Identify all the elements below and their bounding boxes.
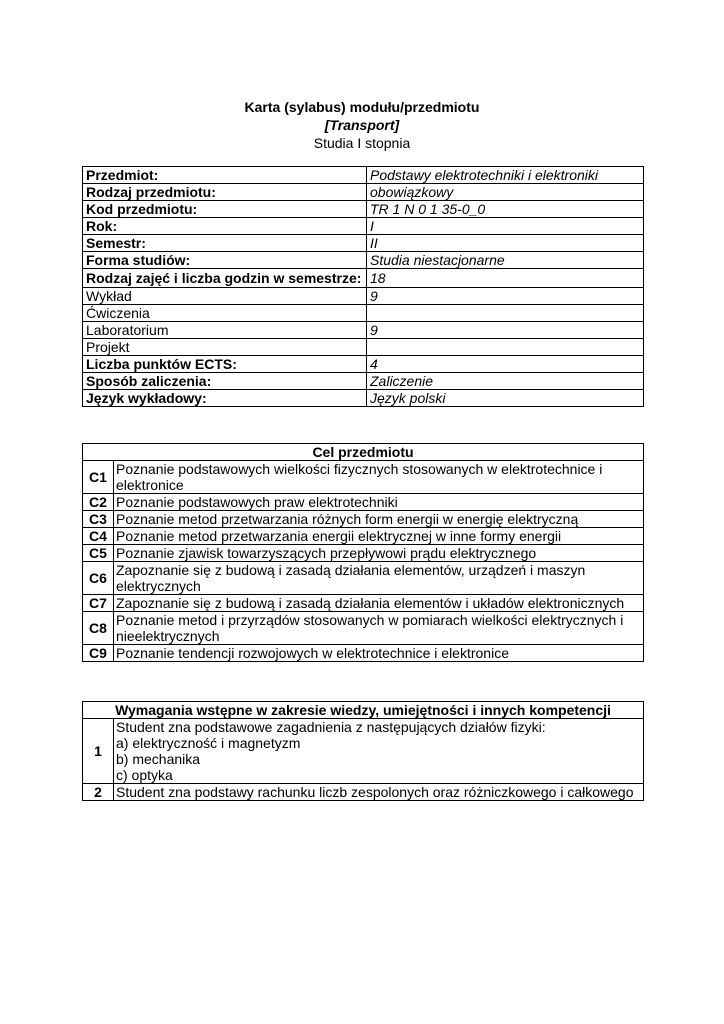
goal-code: C6 — [83, 562, 114, 595]
course-info-table — [82, 166, 644, 407]
info-value: 9 — [367, 322, 644, 339]
goal-text: Poznanie podstawowych wielkości fizycznych stosowanych w elektrotechnice i elektronice — [114, 461, 644, 494]
info-label: Ćwiczenia — [83, 305, 367, 322]
info-value: 9 — [367, 288, 644, 305]
prerequisite-row — [83, 784, 644, 801]
info-value: II — [367, 235, 644, 252]
info-value: obowiązkowy — [367, 184, 644, 201]
course-goals-table — [82, 443, 644, 662]
goal-code: C9 — [83, 645, 114, 662]
prerequisites-title: Wymagania wstępne w zakresie wiedzy, umiejętności i innych kompetencji — [83, 702, 644, 719]
prerequisite-intro: Student zna podstawowe zagadnienia z następujących działów fizyki: — [116, 719, 546, 735]
goal-row — [83, 461, 644, 494]
info-row — [83, 184, 644, 201]
goal-row — [83, 645, 644, 662]
info-label: Rodzaj zajęć i liczba godzin w semestrze: — [83, 269, 367, 288]
info-row — [83, 252, 644, 269]
info-row — [83, 339, 644, 356]
info-label: Wykład — [83, 288, 367, 305]
goal-code: C3 — [83, 511, 114, 528]
prerequisite-subitem: a) elektryczność i magnetyzm — [116, 735, 301, 751]
info-value: 18 — [367, 269, 644, 288]
prerequisite-subitem: b) mechanika — [116, 751, 201, 767]
prerequisite-row — [83, 719, 644, 784]
info-row — [83, 322, 644, 339]
prerequisite-text — [114, 719, 644, 784]
info-row — [83, 390, 644, 407]
info-label: Rodzaj przedmiotu: — [83, 184, 367, 201]
goal-code: C8 — [83, 612, 114, 645]
info-row — [83, 235, 644, 252]
prerequisite-number: 2 — [83, 784, 114, 801]
info-label: Rok: — [83, 218, 367, 235]
info-label: Język wykładowy: — [83, 390, 367, 407]
goal-row — [83, 528, 644, 545]
goal-text: Zapoznanie się z budową i zasadą działania elementów i układów elektronicznych — [114, 595, 644, 612]
document-subtitle: [Transport] — [324, 117, 400, 133]
info-value — [367, 339, 644, 356]
prerequisite-number: 1 — [83, 719, 114, 784]
info-row — [83, 373, 644, 390]
info-value: 4 — [367, 356, 644, 373]
goal-text: Poznanie metod przetwarzania energii elektrycznej w inne formy energii — [114, 528, 644, 545]
goal-row — [83, 562, 644, 595]
info-row — [83, 201, 644, 218]
info-value: Zaliczenie — [367, 373, 644, 390]
goal-text: Poznanie zjawisk towarzyszących przepływowi prądu elektrycznego — [114, 545, 644, 562]
goals-header-row — [83, 444, 644, 461]
goal-code: C1 — [83, 461, 114, 494]
goals-title: Cel przedmiotu — [83, 444, 644, 461]
goal-code: C7 — [83, 595, 114, 612]
info-value: Podstawy elektrotechniki i elektroniki — [367, 167, 644, 184]
document-title: Karta (sylabus) modułu/przedmiotu — [244, 99, 480, 115]
info-label: Forma studiów: — [83, 252, 367, 269]
goal-row — [83, 511, 644, 528]
document-header — [0, 98, 724, 152]
info-value: Studia niestacjonarne — [367, 252, 644, 269]
info-label: Przedmiot: — [83, 167, 367, 184]
info-label: Semestr: — [83, 235, 367, 252]
goal-row — [83, 545, 644, 562]
prerequisite-subitem: c) optyka — [116, 767, 173, 783]
goal-text: Zapoznanie się z budową i zasadą działania elementów, urządzeń i maszyn elektrycznych — [114, 562, 644, 595]
goal-text: Poznanie tendencji rozwojowych w elektrotechnice i elektronice — [114, 645, 644, 662]
goal-row — [83, 612, 644, 645]
prerequisite-text: Student zna podstawy rachunku liczb zespolonych oraz różniczkowego i całkowego — [114, 784, 644, 801]
info-label: Laboratorium — [83, 322, 367, 339]
info-label: Sposób zaliczenia: — [83, 373, 367, 390]
info-row — [83, 356, 644, 373]
info-row — [83, 269, 644, 288]
study-level: Studia I stopnia — [313, 135, 411, 151]
prerequisites-table — [82, 701, 644, 801]
info-value: TR 1 N 0 1 35-0_0 — [367, 201, 644, 218]
info-value: I — [367, 218, 644, 235]
goal-code: C5 — [83, 545, 114, 562]
goal-code: C4 — [83, 528, 114, 545]
goal-text: Poznanie metod przetwarzania różnych form energii w energię elektryczną — [114, 511, 644, 528]
info-label: Projekt — [83, 339, 367, 356]
goal-text: Poznanie metod i przyrządów stosowanych w pomiarach wielkości elektrycznych i nieelektrycznych — [114, 612, 644, 645]
info-label: Liczba punktów ECTS: — [83, 356, 367, 373]
info-row — [83, 167, 644, 184]
info-value — [367, 305, 644, 322]
goal-row — [83, 494, 644, 511]
info-row — [83, 288, 644, 305]
info-row — [83, 305, 644, 322]
prerequisites-header-row — [83, 702, 644, 719]
info-label: Kod przedmiotu: — [83, 201, 367, 218]
info-value: Język polski — [367, 390, 644, 407]
goal-row — [83, 595, 644, 612]
goal-code: C2 — [83, 494, 114, 511]
goal-text: Poznanie podstawowych praw elektrotechniki — [114, 494, 644, 511]
info-row — [83, 218, 644, 235]
